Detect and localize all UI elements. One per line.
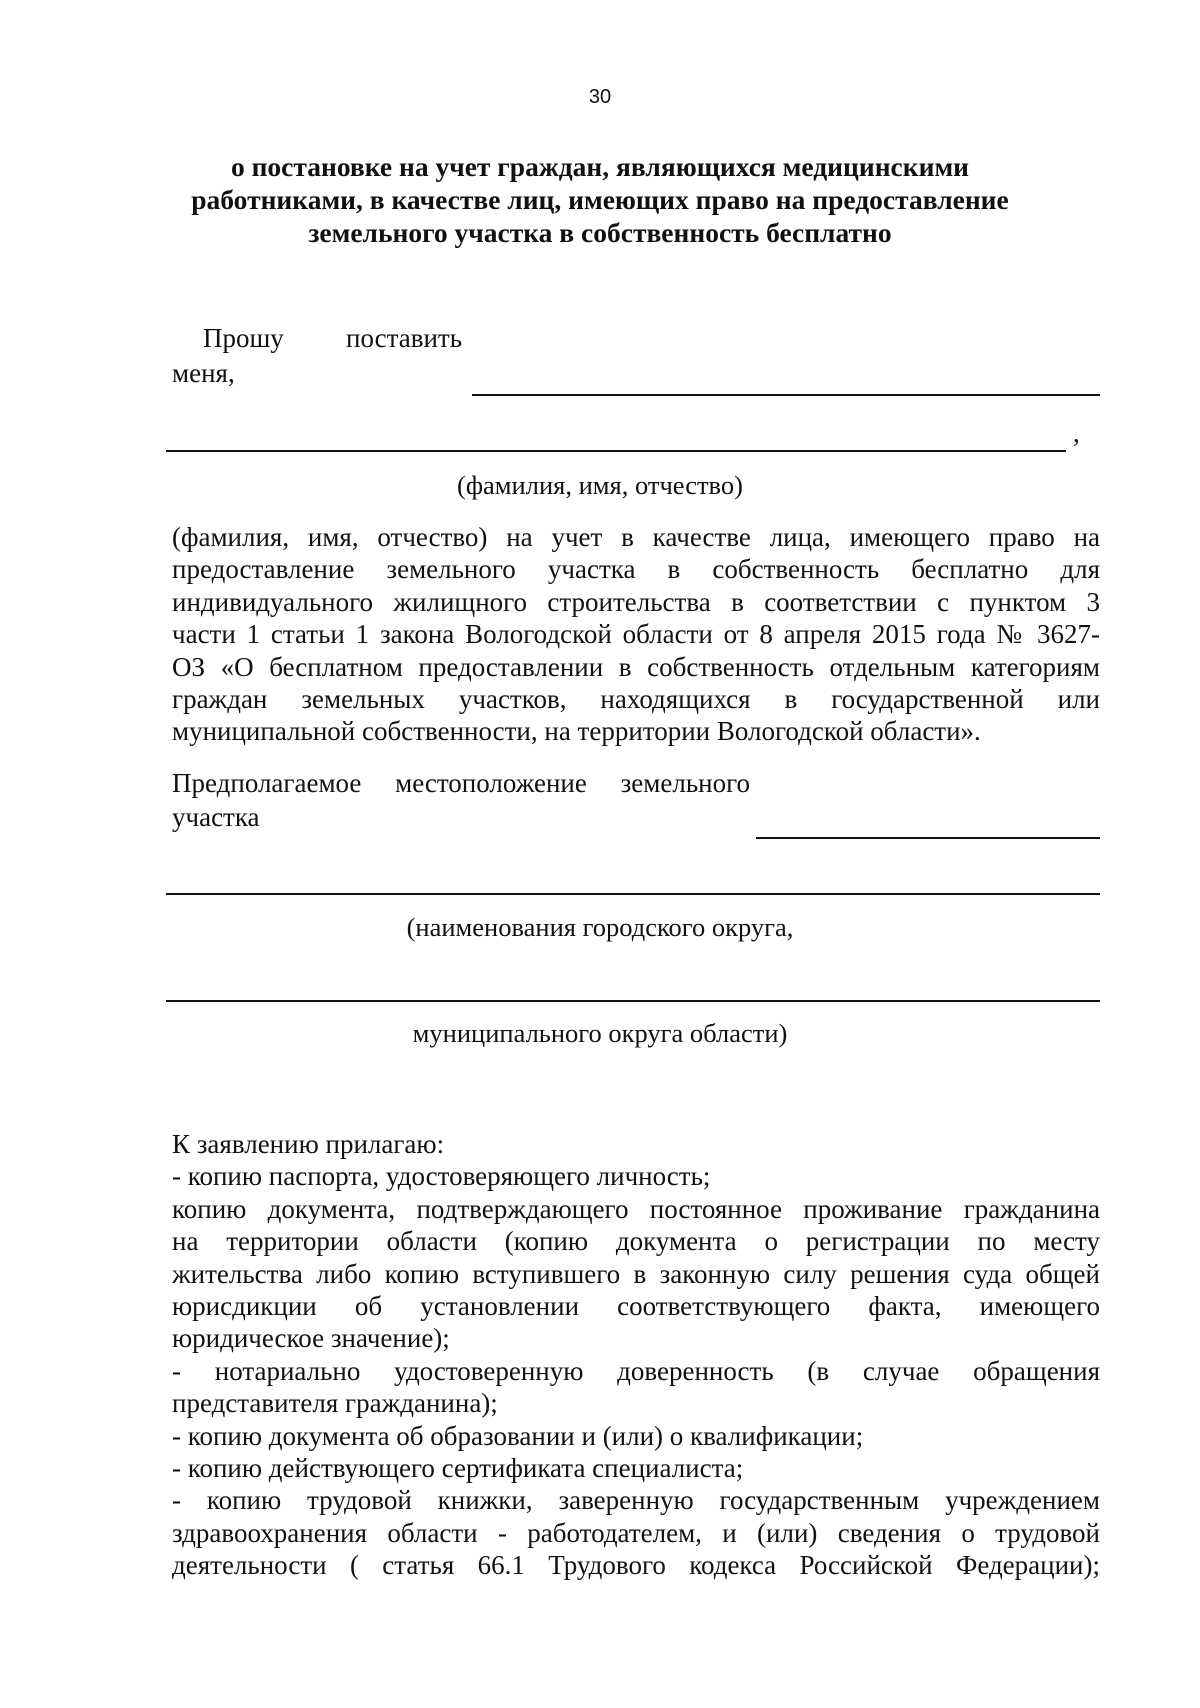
attachment-item: деятельности ( статья 66.1 Трудового кодекса Российской Федерации); [172,1550,1100,1581]
attachment-item: юридическое значение); [172,1323,450,1354]
request-comma: , [1073,418,1080,448]
main-paragraph [172,521,1100,748]
location-field-line-2[interactable] [166,893,1100,895]
attachment-item: здравоохранения области - работодателем, и (или) сведения о трудовой [172,1517,1100,1548]
attachments-heading: К заявлению прилагаю: [172,1129,445,1159]
paragraph-line: части 1 статьи 1 закона Вологодской области от 8 апреля 2015 года № 3627- [172,619,1100,650]
attachment-item: юрисдикции об установлении соответствующего факта, имеющего [172,1290,1100,1321]
attachment-item: копию документа, подтверждающего постоянное проживание гражданина [172,1193,1100,1224]
location-line: участка [172,802,260,832]
attachment-item: жительства либо копию вступившего в законную силу решения суда общей [172,1258,1100,1289]
attachment-item: - нотариально удостоверенную доверенность (в случае обращения [172,1355,1100,1386]
attachment-item: - копию трудовой книжки, заверенную государственным учреждением [172,1485,1100,1516]
request-word-menya: меня, [172,358,235,388]
title-line: работниками, в качестве лиц, имеющих право на предоставление [191,184,1009,215]
caption-fio: (фамилия, имя, отчество) [457,470,743,500]
title-line: земельного участка в собственность бесплатно [308,217,892,248]
attachments-list [172,1128,1100,1581]
attachment-item: на территории области (копию документа о регистрации по месту [172,1226,1100,1257]
location-line: Предполагаемое местоположение земельного [172,768,750,798]
caption-district-1: (наименования городского округа, [406,912,794,942]
page-number: 30 [588,86,612,108]
attachment-item: - копию паспорта, удостоверяющего личность; [172,1161,711,1192]
paragraph-line: предоставление земельного участка в собственность бесплатно для [172,554,1100,585]
title-line: о постановке на учет граждан, являющихся медицинскими [230,151,970,182]
request-word-prosh: Прошу [203,323,284,353]
attachment-item: - копию документа об образовании и (или) о квалификации; [172,1420,864,1451]
district-field-line[interactable] [166,1000,1100,1002]
request-word-postavit: поставить [346,323,463,353]
applicant-name-field-line-1[interactable] [472,394,1100,396]
paragraph-line: граждан земельных участков, находящихся в государственной или [172,683,1100,714]
attachment-item: представителя гражданина); [172,1388,498,1419]
paragraph-line: (фамилия, имя, отчество) на учет в качестве лица, имеющего право на [172,522,1100,552]
paragraph-line: ОЗ «О бесплатном предоставлении в собственность отдельным категориям [172,651,1100,682]
caption-district-2: муниципального округа области) [412,1018,788,1048]
paragraph-line: индивидуального жилищного строительства в соответствии с пунктом 3 [172,586,1100,617]
attachment-item: - копию действующего сертификата специалиста; [172,1452,744,1483]
location-label [172,768,750,799]
location-field-line-1[interactable] [756,837,1100,839]
paragraph-line: муниципальной собственности, на территории Вологодской области». [172,716,981,747]
document-title [180,150,1020,249]
applicant-name-field-line-2[interactable] [166,450,1066,452]
